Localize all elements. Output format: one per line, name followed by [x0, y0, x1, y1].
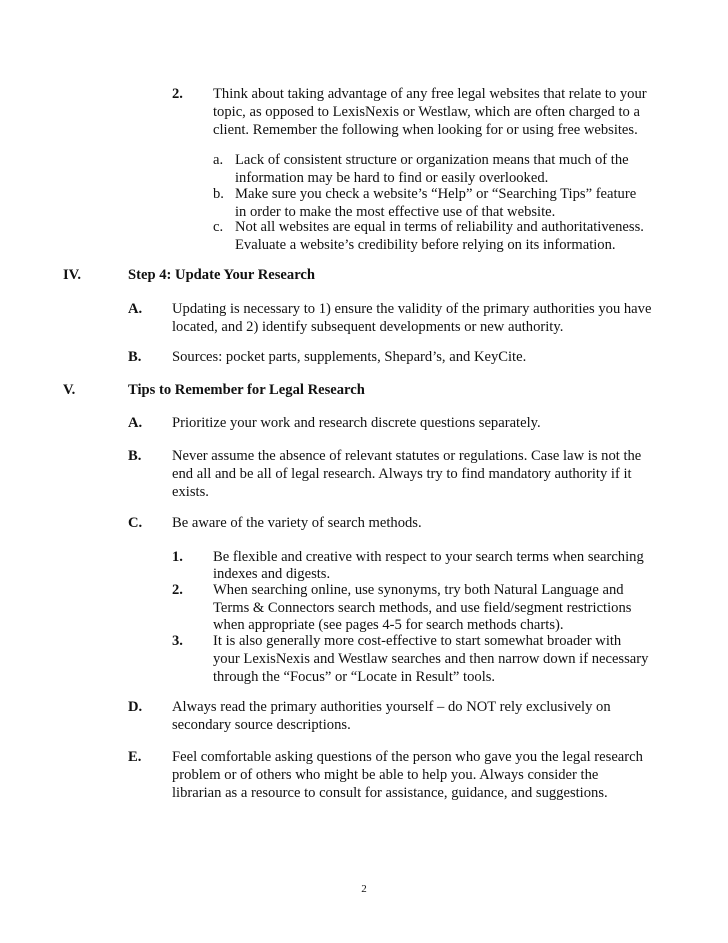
- section-iv-a-line-1: Updating is necessary to 1) ensure the validity of the primary authorities you have: [172, 301, 652, 317]
- section-iv-numeral: IV.: [63, 267, 81, 283]
- sub-a-letter: a.: [213, 152, 224, 168]
- section-v-d-line-2: secondary source descriptions.: [172, 717, 351, 733]
- section-v-b-line-2: end all and be all of legal research. Always try to find mandatory authority if it: [172, 466, 632, 482]
- sub-a-line-2: information may be hard to find or easily overlooked.: [235, 170, 549, 186]
- sub-c-line-1: Not all websites are equal in terms of reliability and authoritativeness.: [235, 219, 644, 235]
- section-v-numeral: V.: [63, 382, 76, 398]
- item-2-number: 2.: [172, 86, 183, 102]
- sub-b-line-2: in order to make the most effective use of that website.: [235, 204, 556, 220]
- section-v-e-line-3: librarian as a resource to consult for assistance, guidance, and suggestions.: [172, 785, 608, 801]
- section-v-d-letter: D.: [128, 699, 143, 715]
- section-v-c-1-number: 1.: [172, 549, 183, 565]
- section-v-a-letter: A.: [128, 415, 143, 431]
- sub-c-line-2: Evaluate a website’s credibility before relying on its information.: [235, 237, 616, 253]
- section-v-c-2-number: 2.: [172, 582, 183, 598]
- item-2-line-3: client. Remember the following when looking for or using free websites.: [213, 122, 638, 138]
- section-v-c-3-line-3: through the “Focus” or “Locate in Result” tools.: [213, 669, 496, 685]
- section-iv-a-line-2: located, and 2) identify subsequent developments or new authority.: [172, 319, 564, 335]
- section-v-c-1-line-2: indexes and digests.: [213, 566, 331, 582]
- sub-b-line-1: Make sure you check a website’s “Help” or “Searching Tips” feature: [235, 186, 637, 202]
- section-v-c-1-line-1: Be flexible and creative with respect to your search terms when searching: [213, 549, 644, 565]
- section-v-b-letter: B.: [128, 448, 142, 464]
- item-2-line-2: topic, as opposed to LexisNexis or Westlaw, which are often charged to a: [213, 104, 640, 120]
- section-v-c-3-line-2: your LexisNexis and Westlaw searches and then narrow down if necessary: [213, 651, 649, 667]
- item-2-line-1: Think about taking advantage of any free legal websites that relate to your: [213, 86, 647, 102]
- section-v-c-letter: C.: [128, 515, 143, 531]
- section-v-d-line-1: Always read the primary authorities yourself – do NOT rely exclusively on: [172, 699, 611, 715]
- section-v-c-2-line-1: When searching online, use synonyms, try both Natural Language and: [213, 582, 624, 598]
- section-v-b-line-1: Never assume the absence of relevant statutes or regulations. Case law is not the: [172, 448, 642, 464]
- section-iv-b-line-1: Sources: pocket parts, supplements, Shepard’s, and KeyCite.: [172, 349, 527, 365]
- sub-a-line-1: Lack of consistent structure or organization means that much of the: [235, 152, 629, 168]
- section-iv-b-letter: B.: [128, 349, 142, 365]
- page-number: 2: [361, 883, 367, 895]
- section-v-e-line-1: Feel comfortable asking questions of the person who gave you the legal research: [172, 749, 643, 765]
- section-v-a-line-1: Prioritize your work and research discrete questions separately.: [172, 415, 541, 431]
- section-iv-heading: Step 4: Update Your Research: [128, 267, 316, 283]
- sub-b-letter: b.: [213, 186, 224, 202]
- section-v-b-line-3: exists.: [172, 484, 209, 500]
- section-v-c-3-line-1: It is also generally more cost-effective to start somewhat broader with: [213, 633, 622, 649]
- section-v-c-2-line-2: Terms & Connectors search methods, and use field/segment restrictions: [213, 600, 632, 616]
- section-v-c-line-1: Be aware of the variety of search methods.: [172, 515, 422, 531]
- section-v-e-line-2: problem or of others who might be able to help you. Always consider the: [172, 767, 599, 783]
- section-iv-a-letter: A.: [128, 301, 143, 317]
- section-v-c-3-number: 3.: [172, 633, 183, 649]
- sub-c-letter: c.: [213, 219, 224, 235]
- section-v-e-letter: E.: [128, 749, 142, 765]
- section-v-heading: Tips to Remember for Legal Research: [128, 382, 365, 398]
- section-v-c-2-line-3: when appropriate (see pages 4-5 for search methods charts).: [213, 617, 564, 633]
